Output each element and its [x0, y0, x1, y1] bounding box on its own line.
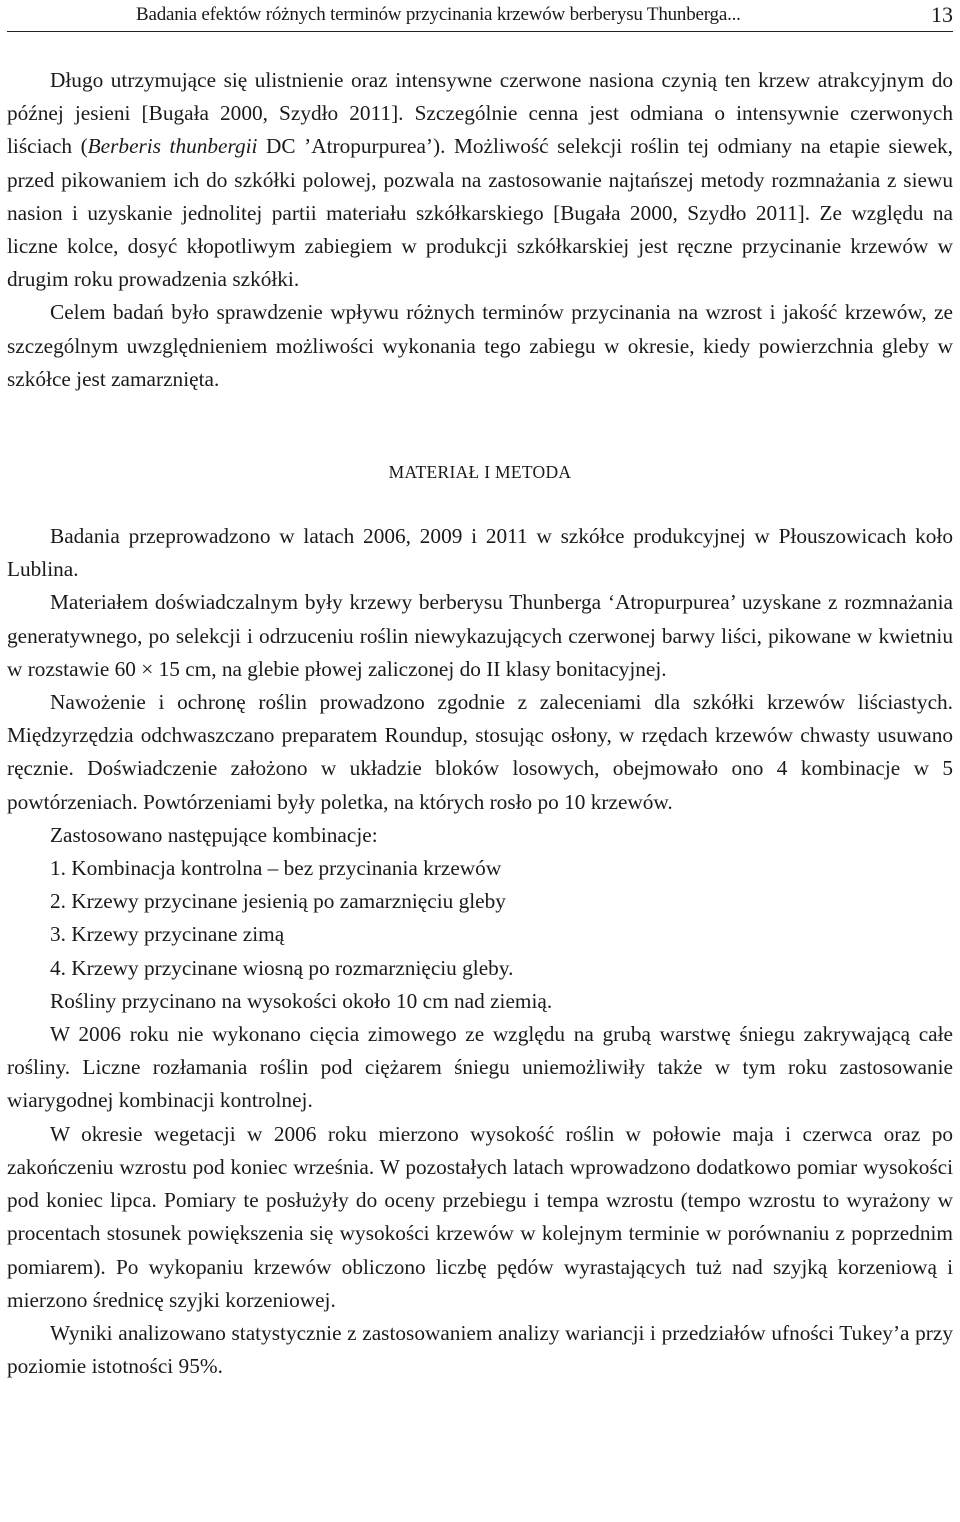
page-number: 13	[931, 2, 953, 27]
intro-p1-text-a: Długo utrzymujące się ulistnienie oraz intensywne czerwone nasiona czynią ten krzew atrakcyjnym do późnej jesieni [Bugała 2000, Szydło 2011]. Szczególnie cenna jest odmiana o intensywnie czerwonych liściach (	[7, 68, 953, 159]
species-name: Berberis thunbergii	[87, 134, 258, 159]
combination-item: 4. Krzewy przycinane wiosną po rozmarznięciu gleby.	[50, 955, 514, 980]
running-header	[7, 0, 953, 32]
running-title: Badania efektów różnych terminów przycinania krzewów berberysu Thunberga...	[136, 4, 741, 25]
intro-paragraph-2: Celem badań było sprawdzenie wpływu różnych terminów przycinania na wzrost i jakość krzewów, ze szczególnym uwzględnieniem możliwości wykonania tego zabiegu w okresie, kiedy powierzchnia gleby w szkółce jest zamarznięta.	[7, 300, 953, 391]
methods-paragraph-5: W 2006 roku nie wykonano cięcia zimowego ze względu na grubą warstwę śniegu zakrywającą całe rośliny. Liczne rozłamania roślin pod ciężarem śniegu uniemożliwiły także w tym roku zastosowanie wiarygodnej kombinacji kontrolnej.	[7, 1022, 953, 1113]
methods-paragraph-3: Nawożenie i ochronę roślin prowadzono zgodnie z zaleceniami dla szkółki krzewów liściastych. Międzyrzędzia odchwaszczano preparatem Roundup, stosując osłony, w rzędach krzewów chwasty usuwano ręcznie. Doświadczenie założono w układzie bloków losowych, obejmowało ono 4 kombinacje w 5 powtórzeniach. Powtórzeniami były poletka, na których rosło po 10 krzewów.	[7, 690, 953, 814]
combination-item: 1. Kombinacja kontrolna – bez przycinania krzewów	[50, 856, 502, 881]
combination-item: 2. Krzewy przycinane jesienią po zamarznięciu gleby	[50, 889, 506, 914]
methods-paragraph-2: Materiałem doświadczalnym były krzewy berberysu Thunberga ‘Atropurpurea’ uzyskane z rozmnażania generatywnego, po selekcji i odrzuceniu roślin niewykazujących czerwonej barwy liści, pikowane w kwietniu w rozstawie 60 × 15 cm, na glebie płowej zaliczonej do II klasy bonitacyjnej.	[7, 590, 953, 681]
methods-paragraph-1: Badania przeprowadzono w latach 2006, 2009 i 2011 w szkółce produkcyjnej w Płouszowicach koło Lublina.	[7, 524, 953, 582]
combination-item: 3. Krzewy przycinane zimą	[50, 922, 285, 947]
methods-paragraph-6: W okresie wegetacji w 2006 roku mierzono wysokość roślin w połowie maja i czerwca oraz po zakończeniu wzrostu pod koniec września. W pozostałych latach wprowadzono dodatkowo pomiar wysokości pod koniec lipca. Pomiary te posłużyły do oceny przebiegu i tempa wzrostu (tempo wzrostu to wyrażony w procentach stosunek powiększenia się wysokości krzewów w kolejnym terminie w porównaniu z poprzednim pomiarem). Po wykopaniu krzewów obliczono liczbę pędów wyrastających tuż nad szyjką korzeniową i mierzono średnicę szyjki korzeniowej.	[7, 1121, 953, 1312]
methods-paragraph-7: Wyniki analizowano statystycznie z zastosowaniem analizy wariancji i przedziałów ufności Tukey’a przy poziomie istotności 95%.	[7, 1320, 953, 1379]
page-body	[7, 64, 953, 1383]
intro-paragraph-1	[7, 64, 953, 296]
methods-paragraph-4: Rośliny przycinano na wysokości około 10 cm nad ziemią.	[50, 988, 553, 1013]
intro-p1-text-b: DC ’Atropurpurea’). Możliwość selekcji roślin tej odmiany na etapie siewek, przed pikowaniem ich do szkółki polowej, pozwala na zastosowanie najtańszej metody rozmnażania z siewu nasion i uzyskanie jednolitej partii materiału szkółkarskiego [Bugała 2000, Szydło 2011]. Ze względu na liczne kolce, dosyć kłopotliwym zabiegiem w produkcji szkółkarskiej jest ręczne przycinanie krzewów w drugim roku prowadzenia szkółki.	[7, 134, 953, 292]
combinations-intro: Zastosowano następujące kombinacje:	[50, 822, 378, 847]
section-heading: MATERIAŁ I METODA	[388, 462, 572, 483]
